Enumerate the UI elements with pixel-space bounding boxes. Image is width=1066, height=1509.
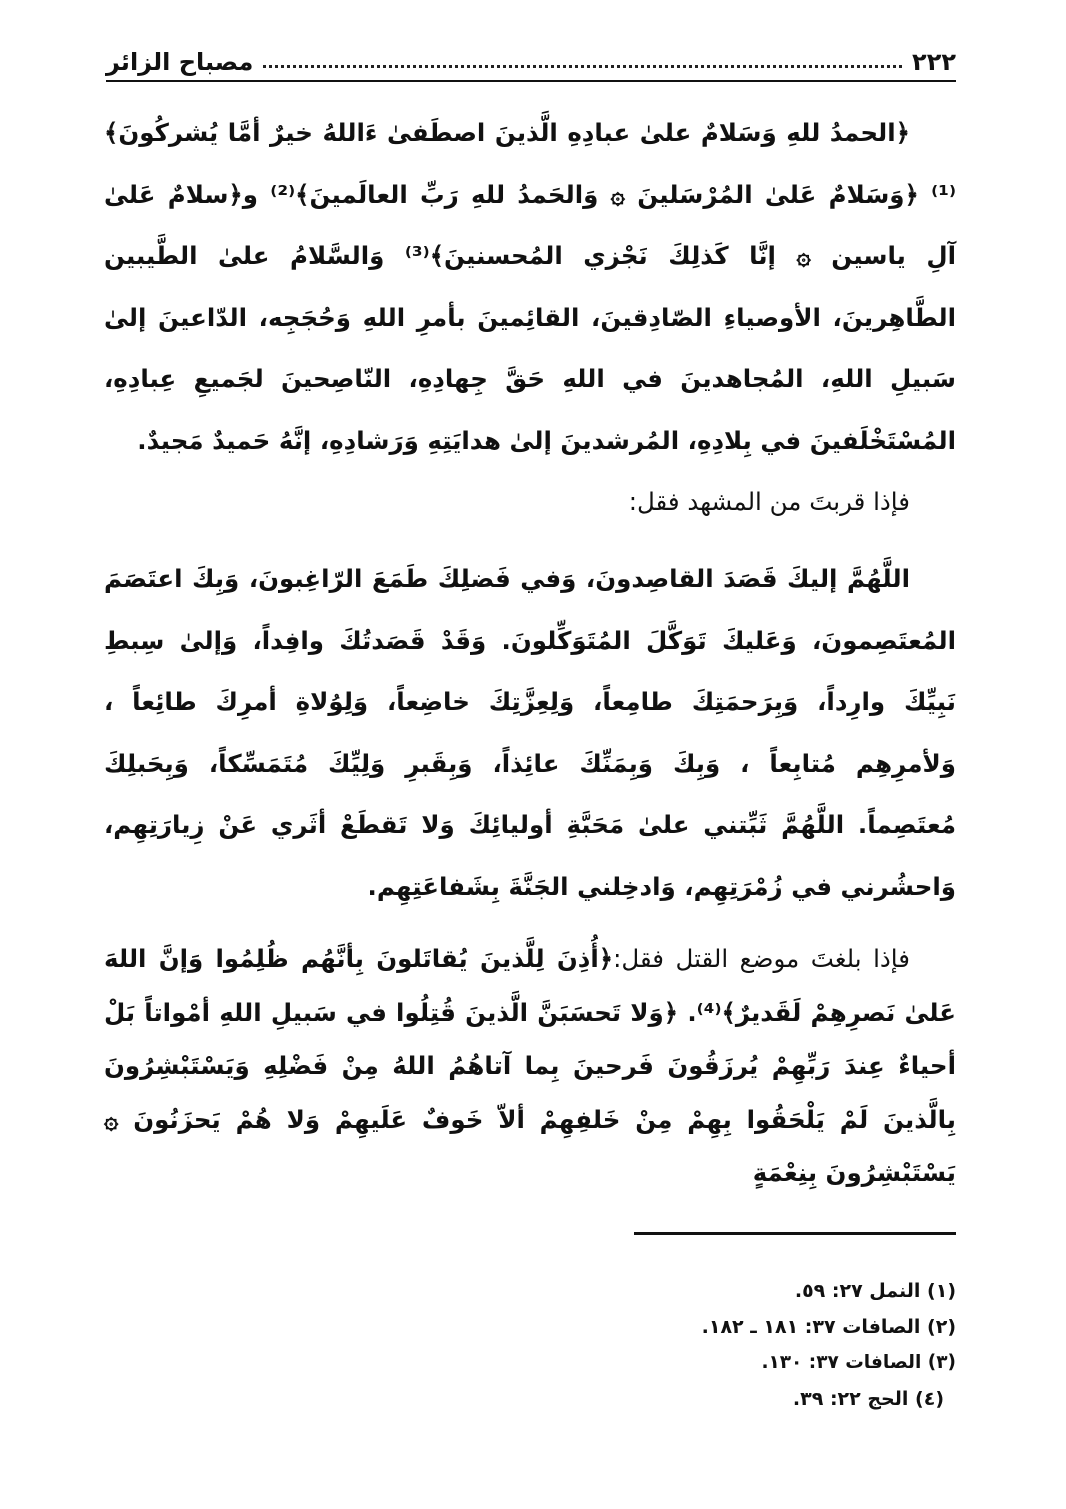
paragraph-2: فإذا قربتَ من المشهد فقل: (628, 487, 910, 516)
page-number: ٢٢٢ (912, 48, 956, 76)
header-dot-leader (263, 65, 902, 68)
paragraph-4-intro: فإذا بلغتَ موضع القتل فقل: (613, 944, 910, 973)
footnote-3: (٣) الصافات ٣٧: ١٣٠. (761, 1352, 956, 1373)
paragraph-4-rest: ﴿أُذِنَ لِلَّذينَ يُقاتَلونَ بِأنَّهُم ظُلِمُوا وَإنَّ اللهَ عَلىٰ نَصرِهِمْ لَقَديرٌ﴾⁽⁴⁾. ﴿وَلا تَحسَبَنَّ الَّذينَ قُتِلُوا في سَبيلِ اللهِ أمْواتاً بَلْ أحياءٌ عِندَ رَبِّهِمْ يُرزَقُونَ فَرحينَ بِما آتاهُمُ اللهُ مِنْ فَضْلِهِ وَيَسْتَبْشِرُونَ بِالَّذينَ لَمْ يَلْحَقُوا بِهِمْ مِنْ خَلفِهِمْ ألاّ خَوفٌ عَلَيهِمْ وَلا هُمْ يَحزَنُونَ ۞ يَسْتَبْشِرُونَ بِنِعْمَةٍ (104, 944, 957, 1187)
paragraph-4 (104, 932, 956, 1200)
paragraph-1: ﴿الحمدُ للهِ وَسَلامٌ علىٰ عبادِهِ الَّذينَ اصطَفىٰ ءَاللهُ خيرٌ أمَّا يُشركُونَ﴾⁽¹⁾ ﴿وَسَلامٌ عَلىٰ المُرْسَلينَ ۞ وَالحَمدُ للهِ رَبِّ العالَمينَ﴾⁽²⁾ و﴿سلامٌ عَلىٰ آلِ ياسين ۞ إنَّا كَذلِكَ نَجْزي المُحسنينَ﴾⁽³⁾ وَالسَّلامُ علىٰ الطَّيبين الطَّاهِرينَ، الأوصياءِ الصّادِقينَ، القائِمينَ بأمرِ اللهِ وَحُجَجِه، الدّاعينَ إلىٰ سَبيلِ اللهِ، المُجاهدينَ في اللهِ حَقَّ جِهادِهِ، النّاصِحينَ لجَميعِ عِبادِهِ، المُسْتَخْلَفينَ في بِلادِهِ، المُرشدينَ إلىٰ هدايَتِهِ وَرَشادِهِ، إنَّهُ حَميدٌ مَجيدٌ. (104, 118, 956, 455)
header-rule (106, 80, 956, 82)
footnote-4: (٤) الحج ٢٢: ٣٩. (792, 1388, 944, 1410)
running-title: مصباح الزائر (106, 48, 254, 76)
footnote-2: (٢) الصافات ٣٧: ١٨١ ـ ١٨٢. (701, 1316, 956, 1338)
footnote-separator (634, 1232, 956, 1235)
paragraph-3: اللَّهُمَّ إليكَ قَصَدَ القاصِدونَ، وَفي فَضلِكَ طَمَعَ الرّاغِبونَ، وَبِكَ اعتَصَمَ المُعتَصِمونَ، وَعَليكَ تَوَكَّلَ المُتَوَكِّلونَ. وَقَدْ قَصَدتُكَ وافِداً، وَإلىٰ سِبطِ نَبِيِّكَ وارِداً، وَبِرَحمَتِكَ طامِعاً، وَلِعِزَّتِكَ خاضِعاً، وَلِوُلاةِ أمرِكَ طائِعاً ، وَلأمرِهِم مُتابِعاً ، وَبِكَ وَبِمَنِّكَ عائِذاً، وَبِقَبرِ وَلِيِّكَ مُتَمَسِّكاً، وَبِحَبلِكَ مُعتَصِماً. اللَّهُمَّ ثَبِّتني علىٰ مَحَبَّةِ أوليائِكَ وَلا تَقطَعْ أثَري عَنْ زِيارَتِهِم، وَاحشُرني في زُمْرَتِهِم، وَادخِلني الجَنَّةَ بِشَفاعَتِهِم. (104, 564, 956, 901)
footnote-1: (١) النمل ٢٧: ٥٩. (794, 1280, 956, 1302)
page-header (106, 28, 956, 76)
footnotes (600, 1273, 956, 1417)
